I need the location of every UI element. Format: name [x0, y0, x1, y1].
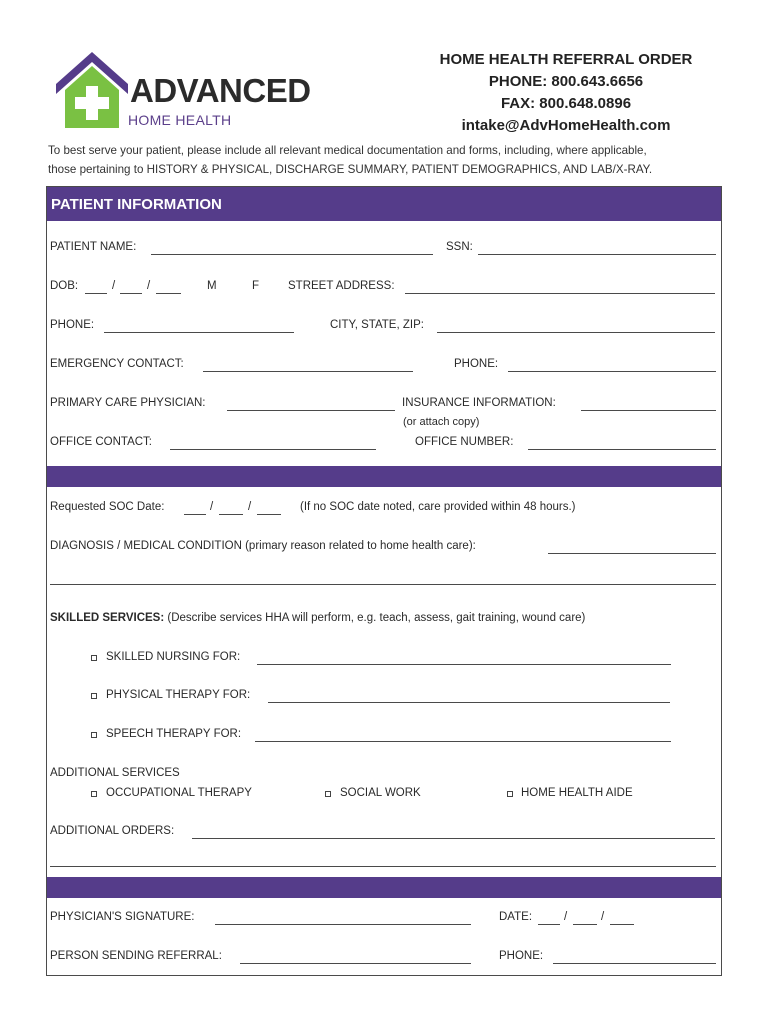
- phone-field[interactable]: [104, 332, 294, 333]
- brand-subtitle: HOME HEALTH: [128, 112, 232, 128]
- date-separator: /: [564, 911, 568, 923]
- section-divider-signature: [47, 877, 721, 898]
- primary-physician-label: PRIMARY CARE PHYSICIAN:: [50, 397, 206, 409]
- date-label: DATE:: [499, 911, 533, 923]
- additional-orders-label: ADDITIONAL ORDERS:: [50, 825, 175, 837]
- soc-day-field[interactable]: [219, 514, 243, 515]
- sender-phone-label: PHONE:: [499, 950, 544, 962]
- section-divider-care: [47, 466, 721, 487]
- emergency-phone-label: PHONE:: [454, 358, 499, 370]
- person-sending-label: PERSON SENDING REFERRAL:: [50, 950, 222, 962]
- patient-name-label: PATIENT NAME:: [50, 241, 137, 253]
- street-address-label: STREET ADDRESS:: [288, 280, 395, 292]
- header-phone: PHONE: 800.643.6656: [488, 73, 644, 90]
- header-fax: FAX: 800.648.0896: [500, 95, 632, 112]
- soc-note: (If no SOC date noted, care provided within 48 hours.): [300, 501, 576, 513]
- office-contact-label: OFFICE CONTACT:: [50, 436, 153, 448]
- speech-therapy-field[interactable]: [255, 741, 671, 742]
- office-contact-field[interactable]: [170, 449, 376, 450]
- diagnosis-field-line-2[interactable]: [50, 584, 716, 585]
- signature-date-year-field[interactable]: [610, 924, 634, 925]
- insurance-label: INSURANCE INFORMATION:: [402, 397, 556, 409]
- sex-female-option[interactable]: F: [252, 280, 260, 292]
- emergency-phone-field[interactable]: [508, 371, 716, 372]
- company-logo: [52, 48, 342, 133]
- primary-physician-field[interactable]: [227, 410, 395, 411]
- ssn-label: SSN:: [446, 241, 473, 253]
- soc-separator: /: [248, 501, 252, 513]
- physical-therapy-field[interactable]: [268, 702, 670, 703]
- house-cross-icon: [52, 48, 134, 133]
- emergency-contact-field[interactable]: [203, 371, 413, 372]
- occupational-therapy-label: OCCUPATIONAL THERAPY: [106, 787, 252, 799]
- patient-information-header: [47, 187, 721, 221]
- sex-male-option[interactable]: M: [207, 280, 217, 292]
- signature-date-month-field[interactable]: [538, 924, 560, 925]
- physical-therapy-checkbox[interactable]: [91, 693, 97, 699]
- header-email[interactable]: intake@AdvHomeHealth.com: [461, 117, 671, 134]
- soc-month-field[interactable]: [184, 514, 206, 515]
- insurance-note: (or attach copy): [403, 416, 480, 428]
- section-title: PATIENT INFORMATION: [51, 196, 222, 213]
- patient-name-field[interactable]: [151, 254, 433, 255]
- header-contact-block: [400, 49, 732, 137]
- person-sending-field[interactable]: [240, 963, 471, 964]
- intro-line-1: To best serve your patient, please include all relevant medical documentation and forms, including, where applicable,: [48, 144, 647, 157]
- physician-signature-label: PHYSICIAN'S SIGNATURE:: [50, 911, 195, 923]
- physician-signature-field[interactable]: [215, 924, 471, 925]
- soc-year-field[interactable]: [257, 514, 281, 515]
- speech-therapy-label: SPEECH THERAPY FOR:: [106, 728, 242, 740]
- soc-date-label: Requested SOC Date:: [50, 501, 165, 513]
- home-health-aide-label: HOME HEALTH AIDE: [521, 787, 633, 799]
- brand-name: ADVANCED: [130, 72, 311, 109]
- dob-separator: /: [112, 280, 116, 292]
- date-separator: /: [601, 911, 605, 923]
- office-number-label: OFFICE NUMBER:: [415, 436, 514, 448]
- social-work-label: SOCIAL WORK: [340, 787, 421, 799]
- soc-separator: /: [210, 501, 214, 513]
- form-title: HOME HEALTH REFERRAL ORDER: [439, 51, 693, 68]
- home-health-aide-checkbox[interactable]: [507, 791, 513, 797]
- intro-text: [48, 141, 724, 179]
- skilled-nursing-label: SKILLED NURSING FOR:: [106, 651, 241, 663]
- speech-therapy-checkbox[interactable]: [91, 732, 97, 738]
- signature-date-day-field[interactable]: [573, 924, 597, 925]
- intro-line-2: those pertaining to HISTORY & PHYSICAL, DISCHARGE SUMMARY, PATIENT DEMOGRAPHICS, AND LAB/X-RAY.: [48, 163, 653, 176]
- city-state-zip-label: CITY, STATE, ZIP:: [330, 319, 424, 331]
- insurance-field[interactable]: [581, 410, 716, 411]
- street-address-field[interactable]: [405, 293, 715, 294]
- skilled-nursing-checkbox[interactable]: [91, 655, 97, 661]
- diagnosis-field[interactable]: [548, 553, 716, 554]
- social-work-checkbox[interactable]: [325, 791, 331, 797]
- occupational-therapy-checkbox[interactable]: [91, 791, 97, 797]
- additional-orders-field[interactable]: [192, 838, 715, 839]
- emergency-contact-label: EMERGENCY CONTACT:: [50, 358, 184, 370]
- ssn-field[interactable]: [478, 254, 716, 255]
- dob-month-field[interactable]: [85, 293, 107, 294]
- dob-year-field[interactable]: [156, 293, 181, 294]
- city-state-zip-field[interactable]: [437, 332, 715, 333]
- sender-phone-field[interactable]: [553, 963, 716, 964]
- skilled-services-description: (Describe services HHA will perform, e.g. teach, assess, gait training, wound care): [167, 612, 586, 624]
- office-number-field[interactable]: [528, 449, 716, 450]
- skilled-nursing-field[interactable]: [257, 664, 671, 665]
- physical-therapy-label: PHYSICAL THERAPY FOR:: [106, 689, 251, 701]
- skilled-services-label: SKILLED SERVICES:: [50, 612, 165, 624]
- additional-orders-field-line-2[interactable]: [50, 866, 716, 867]
- dob-day-field[interactable]: [120, 293, 142, 294]
- form-border: [46, 186, 722, 976]
- dob-label: DOB:: [50, 280, 79, 292]
- dob-separator: /: [147, 280, 151, 292]
- diagnosis-label: DIAGNOSIS / MEDICAL CONDITION (primary reason related to home health care):: [50, 540, 476, 552]
- skilled-services-line: [50, 612, 585, 624]
- phone-label: PHONE:: [50, 319, 95, 331]
- additional-services-label: ADDITIONAL SERVICES: [50, 767, 180, 779]
